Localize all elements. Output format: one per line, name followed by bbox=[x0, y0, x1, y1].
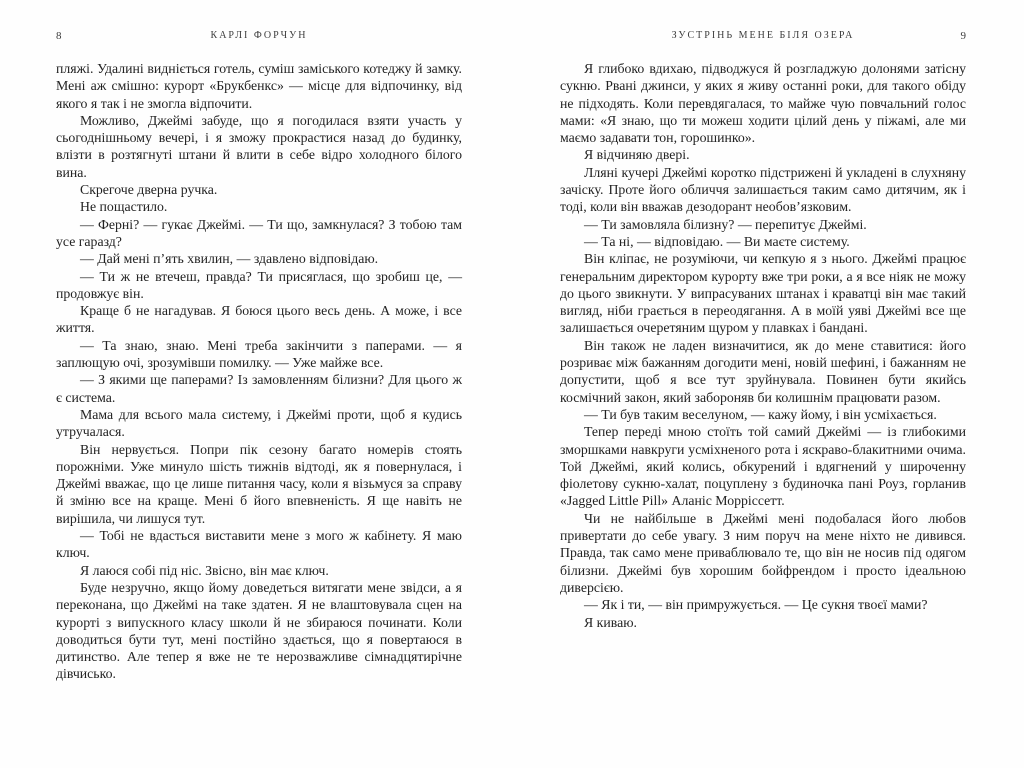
paragraph: — Дай мені п’ять хвилин, — здавлено відповідаю. bbox=[80, 251, 379, 267]
paragraph: Буде незручно, якщо йому доведеться витягати мене звідси, а я переконана, що Джеймі на таке здатен. Я не влаштовувала сцен на курорті з випускного класу школи й не збираюся починати. Коли доводиться бути тут, мені постійно здається, що я повертаюся в дитинство. Але тепер я вже не те нерозважливе сімнадцятирічне дівчисько. bbox=[56, 579, 462, 682]
paragraph: Він кліпає, не розуміючи, чи кепкую я з нього. Джеймі працює генеральним директором курорту вже три роки, а я все ніяк не можу до цього звикнути. У випрасуваних штанах і краватці він має такий вигляд, ніби грається в переодягання. А в моїй уяві Джеймі все ще залишається очеретяним щуром у плавках і бандані. bbox=[560, 251, 966, 336]
paragraph: Я киваю. bbox=[584, 614, 637, 630]
right-page-text bbox=[560, 60, 966, 631]
page-number-right: 9 bbox=[960, 30, 966, 42]
running-title-author: КАРЛІ ФОРЧУН bbox=[210, 30, 308, 41]
paragraph: Не пощастило. bbox=[80, 199, 168, 215]
paragraph: — З якими ще паперами? Із замовленням білизни? Для цього ж є система. bbox=[56, 372, 462, 405]
paragraph: пляжі. Удалині видніється готель, суміш заміського котеджу й замку. Мені аж смішно: курорт «Брукбенкс» — місце для відпочинку, від якого я так і не змогла відпочити. bbox=[56, 61, 462, 111]
paragraph: — Як і ти, — він примружується. — Це сукня твоєї мами? bbox=[584, 597, 928, 613]
paragraph: Він нервується. Попри пік сезону багато номерів стоять порожніми. Уже минуло шість тижнів відтоді, як я повернулася, і Джеймі вважає, що це лише питання часу, коли я візьмуся за справу й зміню все на краще. Мені б його впевненість. Я ще навіть не вирішила, чи лишуся тут. bbox=[56, 441, 462, 526]
paragraph: Скрегоче дверна ручка. bbox=[80, 182, 218, 198]
paragraph: — Та ні, — відповідаю. — Ви маєте систему. bbox=[584, 233, 850, 249]
paragraph: — Ти ж не втечеш, правда? Ти присяглася, що зробиш це, — продовжує він. bbox=[56, 268, 462, 301]
paragraph: Я відчиняю двері. bbox=[584, 147, 690, 163]
paragraph: — Тобі не вдасться виставити мене з мого ж кабінету. Я маю ключ. bbox=[56, 528, 462, 561]
right-page bbox=[512, 0, 1024, 768]
page-number-left: 8 bbox=[56, 30, 62, 42]
paragraph: Мама для всього мала систему, і Джеймі проти, щоб я кудись утручалася. bbox=[56, 406, 462, 440]
paragraph: Він також не ладен визначитися, як до мене ставитися: його розриває між бажанням догодити мені, новій шефині, і бажанням не допустити, щоб я все тут зруйнувала. Повинен бути якийсь космічний закон, який забороняв би колишнім працювати разом. bbox=[560, 337, 966, 405]
paragraph: Можливо, Джеймі забуде, що я погодилася взяти участь у сьогоднішньому вечері, і я зможу прокрастися назад до будинку, влізти в розтягнуті штани й влити в себе відро холодного білого вина. bbox=[56, 112, 462, 180]
left-page-text bbox=[56, 60, 462, 683]
paragraph: — Ферні? — гукає Джеймі. — Ти що, замкнулася? З тобою там усе гаразд? bbox=[56, 216, 462, 249]
running-title-book: ЗУСТРІНЬ МЕНЕ БІЛЯ ОЗЕРА bbox=[671, 30, 855, 41]
paragraph: — Ти був таким веселуном, — кажу йому, і він усміхається. bbox=[584, 406, 937, 422]
paragraph: — Ти замовляла білизну? — перепитує Джеймі. bbox=[584, 216, 867, 232]
paragraph: — Та знаю, знаю. Мені треба закінчити з паперами. — я заплющую очі, зрозумівши помилку. — Уже майже все. bbox=[56, 337, 462, 371]
paragraph: Тепер переді мною стоїть той самий Джеймі — із глибокими зморшками навкруги усміхненого рота і яскраво-блакитними очима. Той Джеймі, який колись, обкурений і вдягнений у широченну фіолетову сукню-халат, поцуплену з будиночка пані Роуз, горланив «Jagged Little Pill» Аланіс Морріссетт. bbox=[560, 424, 966, 509]
paragraph: Лляні кучері Джеймі коротко підстрижені й укладені в слухняну зачіску. Проте його обличчя залишається таким само дитячим, як і тоді, коли він вважав дезодорант необов’язковим. bbox=[560, 164, 966, 215]
paragraph: Краще б не нагадував. Я боюся цього весь день. А може, і все життя. bbox=[56, 303, 462, 336]
right-page-header bbox=[560, 30, 966, 44]
left-page-header bbox=[56, 30, 462, 44]
paragraph: Чи не найбільше в Джеймі мені подобалася його любов привертати до себе увагу. З ним поруч на мене ніхто не дивився. Правда, так само мене приваблювало те, що він не носив під одягом білизни. Джеймі був хорошим бойфрендом і просто ідеальною диверсією. bbox=[560, 510, 966, 595]
paragraph: Я глибоко вдихаю, підводжуся й розгладжую долонями затісну сукню. Рвані джинси, у яких я живу останні роки, для такого обіду не підходять. Коли перевдягалася, то майже чую повчальний голос мами: «Я знаю, що ти можеш ходити цілий день у піжамі, але ми маємо задавати тон, горошинко». bbox=[560, 61, 966, 146]
paragraph: Я лаюся собі під ніс. Звісно, він має ключ. bbox=[80, 562, 329, 578]
